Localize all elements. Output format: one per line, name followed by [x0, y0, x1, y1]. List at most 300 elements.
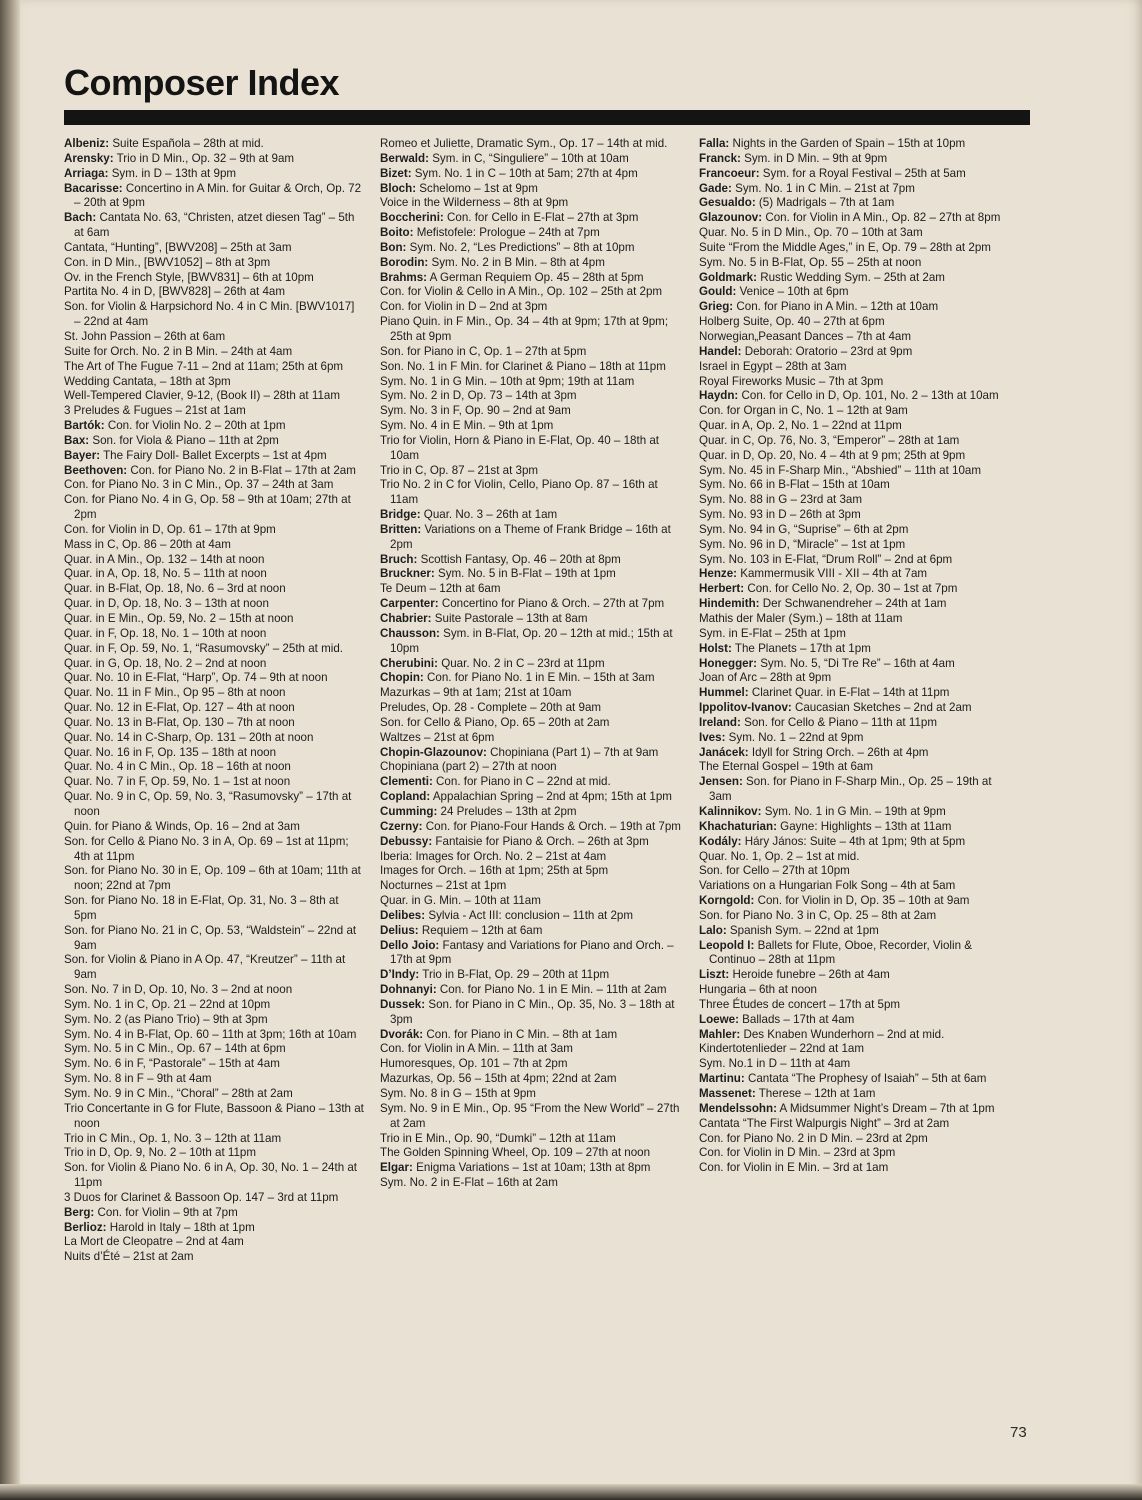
index-entry [64, 449, 364, 464]
index-entry [380, 671, 685, 686]
index-entry [64, 760, 364, 775]
composer-name: Ireland: [699, 715, 741, 729]
index-entry [380, 894, 685, 909]
composer-name: Bon: [380, 240, 407, 254]
composer-name: Clementi: [380, 775, 433, 789]
entry-text: Requiem – 12th at 6am [418, 923, 543, 937]
index-entry [64, 597, 364, 612]
entry-text: St. John Passion – 26th at 6am [64, 329, 226, 343]
index-entry [64, 523, 364, 538]
composer-name: Liszt: [699, 968, 730, 982]
index-entry [380, 775, 685, 790]
entry-text: Con. for Piano No. 3 in C Min., Op. 37 – 24th at 3am [64, 478, 334, 492]
entry-text: 3 Preludes & Fugues – 21st at 1am [64, 404, 246, 418]
index-entry [380, 182, 685, 197]
entry-text: Quar. No. 12 in E-Flat, Op. 127 – 4th at noon [64, 701, 295, 715]
composer-name: Herbert: [699, 582, 745, 596]
entry-text: Son. No. 1 in F Min. for Clarinet & Piano – 18th at 11pm [380, 359, 666, 373]
index-entry [380, 746, 685, 761]
entry-text: Ballads – 17th at 4am [738, 1012, 855, 1026]
entry-text: Ballets for Flute, Oboe, Recorder, Violin & Continuo – 28th at 11pm [709, 938, 972, 967]
index-entry [380, 241, 685, 256]
entry-text: Sym. No. 2 in B Min. – 8th at 4pm [428, 255, 605, 269]
composer-name: Cherubini: [380, 656, 438, 670]
entry-text: Trio in D, Op. 9, No. 2 – 10th at 11pm [64, 1146, 257, 1160]
entry-text: Con. for Piano No. 2 in D Min. – 23rd at 2pm [699, 1131, 928, 1145]
entry-text: Nuits d’Été – 21st at 2am [64, 1250, 194, 1264]
entry-text: Trio in D Min., Op. 32 – 9th at 9am [113, 151, 295, 165]
composer-name: Arriaga: [64, 166, 109, 180]
entry-text: Sym. in D Min. – 9th at 9pm [740, 151, 888, 165]
index-entry [64, 1161, 364, 1191]
index-entry [64, 285, 364, 300]
index-entry [64, 300, 364, 330]
index-entry [380, 167, 685, 182]
index-entry [380, 983, 685, 998]
index-entry [699, 1087, 1005, 1102]
index-column-1 [64, 137, 364, 1265]
composer-name: Gade: [699, 181, 732, 195]
index-entry [380, 1176, 685, 1191]
index-entry [380, 760, 685, 775]
entry-text: Con. for Violin – 9th at 7pm [94, 1205, 238, 1219]
entry-text: Appalachian Spring – 2nd at 4pm; 15th at 1pm [430, 790, 672, 804]
entry-text: Trio for Violin, Horn & Piano in E-Flat, Op. 40 – 18th at 10am [380, 433, 660, 462]
entry-text: Suite Española – 28th at mid. [109, 137, 264, 150]
index-entry [699, 894, 1005, 909]
index-entry [699, 746, 1005, 761]
index-entry [699, 612, 1005, 627]
composer-name: Kalinnikov: [699, 804, 762, 818]
entry-text: Piano Quin. in F Min., Op. 34 – 4th at 9pm; 17th at 9pm; 25th at 9pm [380, 315, 669, 343]
index-entry [64, 1221, 364, 1236]
index-entry [64, 835, 364, 865]
index-entry [380, 582, 685, 597]
index-entry [64, 671, 364, 686]
entry-text: Con. for Cello in E-Flat – 27th at 3pm [443, 211, 639, 225]
entry-text: Mazurkas, Op. 56 – 15th at 4pm; 22nd at 2am [380, 1072, 617, 1086]
index-entry [699, 835, 1005, 850]
entry-text: Sym. No. 2, “Les Predictions” – 8th at 10pm [406, 240, 635, 254]
entry-text: (5) Madrigals – 7th at 1am [755, 196, 895, 210]
index-entry [64, 1013, 364, 1028]
index-entry [64, 241, 364, 256]
index-entry [380, 375, 685, 390]
index-entry [380, 864, 685, 879]
index-entry [699, 998, 1005, 1013]
index-entry [380, 924, 685, 939]
entry-text: Sym. No. 6 in F, “Pastorale” – 15th at 4am [64, 1057, 280, 1071]
entry-text: Cantata “The Prophesy of Isaiah” – 5th at 6am [744, 1072, 987, 1086]
composer-name: Ippolitov-Ivanov: [699, 701, 792, 715]
composer-name: Chausson: [380, 626, 440, 640]
index-entry [699, 419, 1005, 434]
entry-text: Quar. No. 3 – 26th at 1am [420, 508, 558, 522]
composer-name: Chopin-Glazounov: [380, 745, 487, 759]
composer-name: Copland: [380, 790, 431, 804]
entry-text: Con. for Violin in D Min. – 23rd at 3pm [699, 1146, 896, 1160]
composer-name: Delius: [380, 923, 419, 937]
index-entry [699, 1072, 1005, 1087]
entry-text: Sym. No. 1 – 22nd at 9pm [725, 730, 864, 744]
index-entry [64, 864, 364, 894]
composer-name: D’Indy: [380, 968, 420, 982]
index-entry [380, 879, 685, 894]
entry-text: Sym. No. 2 in E-Flat – 16th at 2am [380, 1176, 558, 1190]
entry-text: Sym. No. 2 (as Piano Trio) – 9th at 3pm [64, 1012, 268, 1026]
entry-text: Son. for Piano No. 3 in C, Op. 25 – 8th at 2am [699, 908, 937, 922]
entry-text: Sym. for a Royal Festival – 25th at 5am [759, 166, 966, 180]
entry-text: Quar. in G, Op. 18, No. 2 – 2nd at noon [64, 656, 267, 670]
composer-name: Falla: [699, 137, 730, 150]
index-entry [64, 998, 364, 1013]
index-entry [699, 567, 1005, 582]
entry-text: Con. for Violin & Cello in A Min., Op. 102 – 25th at 2pm [380, 285, 663, 299]
index-entry [699, 686, 1005, 701]
composer-name: Bacarisse: [64, 181, 123, 195]
index-entry [380, 464, 685, 479]
index-entry [699, 360, 1005, 375]
index-entry [380, 1072, 685, 1087]
entry-text: Con. for Organ in C, No. 1 – 12th at 9am [699, 404, 908, 418]
entry-text: Quar. No. 13 in B-Flat, Op. 130 – 7th at noon [64, 715, 295, 729]
composer-name: Bridge: [380, 508, 421, 522]
entry-text: Sym. No. 1 in C – 10th at 5am; 27th at 4pm [411, 166, 638, 180]
entry-text: Heroide funebre – 26th at 4am [729, 968, 890, 982]
entry-text: Con. for Violin in D – 2nd at 3pm [380, 300, 548, 314]
index-entry [64, 1028, 364, 1043]
entry-text: Partita No. 4 in D, [BWV828] – 26th at 4am [64, 285, 286, 299]
entry-text: Quin. for Piano & Winds, Op. 16 – 2nd at 3am [64, 819, 300, 833]
entry-text: Con. for Piano in A Min. – 12th at 10am [733, 300, 939, 314]
index-column-3 [699, 137, 1005, 1176]
entry-text: Son. for Piano No. 21 in C, Op. 53, “Waldstein” – 22nd at 9am [64, 923, 357, 952]
entry-text: Well-Tempered Clavier, 9-12, (Book II) – 28th at 11am [64, 389, 341, 403]
entry-text: Variations on a Hungarian Folk Song – 4th at 5am [699, 879, 956, 893]
index-entry [699, 1117, 1005, 1132]
entry-text: Holberg Suite, Op. 40 – 27th at 6pm [699, 315, 885, 329]
index-entry [64, 256, 364, 271]
index-entry [64, 894, 364, 924]
index-entry [699, 1146, 1005, 1161]
index-entry [699, 137, 1005, 152]
index-entry [64, 434, 364, 449]
index-entry [699, 375, 1005, 390]
entry-text: Sym. No. 1 in G Min. – 10th at 9pm; 19th at 11am [380, 374, 635, 388]
index-entry [380, 271, 685, 286]
entry-text: Chopiniana (Part 1) – 7th at 9am [486, 745, 659, 759]
entry-text: Clarinet Quar. in E-Flat – 14th at 11pm [748, 686, 950, 700]
entry-text: Sym. No. 3 in F, Op. 90 – 2nd at 9am [380, 404, 571, 418]
index-entry [380, 657, 685, 672]
entry-text: Trio No. 2 in C for Violin, Cello, Piano Op. 87 – 16th at 11am [380, 478, 658, 507]
entry-text: Sym. No. 5 in B-Flat, Op. 55 – 25th at noon [699, 255, 922, 269]
entry-text: Suite Pastorale – 13th at 8am [431, 612, 588, 625]
composer-name: Korngold: [699, 894, 755, 908]
entry-text: Sym. No. 2 in D, Op. 73 – 14th at 3pm [380, 389, 577, 403]
entry-text: Gayne: Highlights – 13th at 11am [776, 819, 952, 833]
entry-text: Ov. in the French Style, [BWV831] – 6th at 10pm [64, 270, 314, 284]
index-entry [64, 360, 364, 375]
index-entry [699, 523, 1005, 538]
index-entry [380, 315, 685, 345]
entry-text: Concertino for Piano & Orch. – 27th at 7pm [438, 597, 665, 611]
index-entry [699, 1028, 1005, 1043]
index-entry [64, 582, 364, 597]
index-entry [380, 1161, 685, 1176]
index-entry [699, 939, 1005, 969]
entry-text: Cantata, “Hunting”, [BWV208] – 25th at 3am [64, 240, 292, 254]
entry-text: Mathis der Maler (Sym.) – 18th at 11am [699, 612, 903, 625]
index-entry [699, 1102, 1005, 1117]
index-entry [64, 642, 364, 657]
composer-name: Bach: [64, 211, 97, 225]
index-entry [699, 909, 1005, 924]
entry-text: Con. for Violin in A Min., Op. 82 – 27th at 8pm [762, 211, 1001, 225]
entry-text: Son. for Piano No. 30 in E, Op. 109 – 6th at 10am; 11th at noon; 22nd at 7pm [64, 864, 361, 893]
index-entry [64, 924, 364, 954]
index-entry [64, 820, 364, 835]
index-entry [380, 701, 685, 716]
composer-name: Loewe: [699, 1012, 739, 1026]
index-entry [380, 196, 685, 211]
index-column-2 [380, 137, 685, 1191]
index-entry [699, 389, 1005, 404]
entry-text: Son. for Piano No. 18 in E-Flat, Op. 31, No. 3 – 8th at 5pm [64, 894, 339, 922]
index-entry [380, 790, 685, 805]
index-entry [64, 612, 364, 627]
index-entry [699, 1161, 1005, 1176]
composer-name: Hindemith: [699, 597, 760, 611]
composer-name: Borodin: [380, 255, 429, 269]
entry-text: Kindertotenlieder – 22nd at 1am [699, 1042, 865, 1056]
index-entry [699, 1057, 1005, 1072]
index-entry [380, 434, 685, 464]
entry-text: Quar. No. 10 in E-Flat, “Harp”, Op. 74 – 9th at noon [64, 671, 328, 685]
index-entry [699, 1013, 1005, 1028]
entry-text: Sym. No. 4 in E Min. – 9th at 1pm [380, 419, 554, 433]
composer-name: Beethoven: [64, 463, 128, 477]
index-entry [380, 1057, 685, 1072]
entry-text: A Midsummer Night’s Dream – 7th at 1pm [776, 1101, 995, 1115]
index-entry [699, 241, 1005, 256]
entry-text: Sym. No. 96 in D, “Miracle” – 1st at 1pm [699, 537, 906, 551]
composer-name: Bartók: [64, 419, 105, 433]
entry-text: Romeo et Juliette, Dramatic Sym., Op. 17 – 14th at mid. [380, 137, 668, 150]
index-entry [64, 1087, 364, 1102]
index-entry [380, 1132, 685, 1147]
entry-text: Quar. No. 7 in F, Op. 59, No. 1 – 1st at noon [64, 775, 291, 789]
index-entry [699, 167, 1005, 182]
entry-text: Con. for Piano No. 2 in B-Flat – 17th at 2am [127, 463, 356, 477]
page-binding-shadow [0, 0, 20, 1500]
entry-text: Son. for Violin & Piano No. 6 in A, Op. 30, No. 1 – 24th at 11pm [64, 1161, 358, 1190]
composer-name: Ives: [699, 730, 726, 744]
entry-text: Fantasy and Variations for Piano and Orch. – 17th at 9pm [390, 938, 674, 967]
entry-text: Sym. No. 1 in C, Op. 21 – 22nd at 10pm [64, 997, 271, 1011]
entry-text: Son. for Cello & Piano, Op. 65 – 20th at 2am [380, 715, 610, 729]
index-entry [64, 1191, 364, 1206]
title-rule [64, 110, 1030, 125]
index-entry [699, 300, 1005, 315]
index-entry [64, 375, 364, 390]
index-entry [64, 389, 364, 404]
index-entry [380, 226, 685, 241]
index-entry [699, 850, 1005, 865]
entry-text: Fantaisie for Piano & Orch. – 26th at 3pm [432, 834, 649, 848]
entry-text: Sym. No. 45 in F-Sharp Min., “Abshied” – 11th at 10am [699, 463, 982, 477]
index-entry [699, 983, 1005, 998]
index-entry [64, 553, 364, 568]
composer-name: Chopin: [380, 671, 424, 685]
index-entry [699, 271, 1005, 286]
entry-text: Con. for Violin No. 2 – 20th at 1pm [104, 419, 286, 433]
entry-text: Sym. No. 103 in E-Flat, “Drum Roll” – 2nd at 6pm [699, 552, 953, 566]
composer-name: Franck: [699, 151, 741, 165]
entry-text: Rustic Wedding Sym. – 25th at 2am [756, 270, 945, 284]
composer-name: Carpenter: [380, 597, 439, 611]
index-entry [699, 805, 1005, 820]
index-entry [699, 345, 1005, 360]
entry-text: Humoresques, Op. 101 – 7th at 2pm [380, 1057, 568, 1071]
index-entry [380, 419, 685, 434]
index-entry [64, 345, 364, 360]
composer-name: Kodály: [699, 834, 742, 848]
index-entry [699, 760, 1005, 775]
entry-text: Wedding Cantata, – 18th at 3pm [64, 374, 231, 388]
entry-text: Con. for Piano-Four Hands & Orch. – 19th at 7pm [422, 819, 681, 833]
index-entry [64, 182, 364, 212]
entry-text: Quar. in B-Flat, Op. 18, No. 6 – 3rd at noon [64, 582, 286, 596]
entry-text: Harold in Italy – 18th at 1pm [106, 1220, 255, 1234]
index-entry [64, 538, 364, 553]
composer-name: Lalo: [699, 923, 727, 937]
entry-text: Quar. in A, Op. 2, No. 1 – 22nd at 11pm [699, 419, 902, 433]
entry-text: Quar. in D, Op. 18, No. 3 – 13th at noon [64, 597, 269, 611]
entry-text: Kammermusik VIII - XII – 4th at 7am [737, 567, 928, 581]
entry-text: Nocturnes – 21st at 1pm [380, 879, 507, 893]
composer-name: Mahler: [699, 1027, 741, 1041]
composer-name: Mendelssohn: [699, 1101, 777, 1115]
composer-name: Goldmark: [699, 270, 757, 284]
composer-name: Dohnanyi: [380, 983, 437, 997]
entry-text: Son. for Piano in F-Sharp Min., Op. 25 – 19th at 3am [709, 775, 992, 804]
composer-name: Khachaturian: [699, 819, 777, 833]
entry-text: Preludes, Op. 28 - Complete – 20th at 9am [380, 701, 602, 715]
entry-text: Son. for Piano in C, Op. 1 – 27th at 5pm [380, 344, 587, 358]
entry-text: Sym. No. 1 in C Min. – 21st at 7pm [731, 181, 915, 195]
entry-text: Son. for Cello & Piano – 11th at 11pm [740, 715, 938, 729]
index-entry [64, 775, 364, 790]
entry-text: Trio in E Min., Op. 90, “Dumki” – 12th at 11am [380, 1131, 616, 1145]
index-entry [64, 478, 364, 493]
index-entry [64, 790, 364, 820]
entry-text: Quar. in D, Op. 20, No. 4 – 4th at 9 pm; 25th at 9pm [699, 448, 966, 462]
composer-name: Dussek: [380, 997, 426, 1011]
index-entry [64, 167, 364, 182]
entry-text: Quar. in A Min., Op. 132 – 14th at noon [64, 552, 265, 566]
entry-text: Son. for Viola & Piano – 11th at 2pm [89, 433, 279, 447]
entry-text: Quar. No. 1, Op. 2 – 1st at mid. [699, 849, 860, 863]
composer-name: Francoeur: [699, 166, 760, 180]
index-entry [380, 508, 685, 523]
index-entry [699, 582, 1005, 597]
entry-text: Sym. No. 9 in E Min., Op. 95 “From the New World” – 27th at 2am [380, 1101, 680, 1130]
entry-text: Caucasian Sketches – 2nd at 2am [791, 701, 972, 715]
entry-text: Sym. in E-Flat – 25th at 1pm [699, 626, 846, 640]
entry-text: The Art of The Fugue 7-11 – 2nd at 11am; 25th at 6pm [64, 359, 344, 373]
composer-name: Boccherini: [380, 211, 444, 225]
entry-text: Quar. No. 5 in D Min., Op. 70 – 10th at 3am [699, 226, 923, 240]
index-entry [699, 657, 1005, 672]
entry-text: Hungaria – 6th at noon [699, 983, 817, 997]
index-entry [699, 256, 1005, 271]
entry-text: Con. for Cello No. 2, Op. 30 – 1st at 7pm [744, 582, 958, 596]
entry-text: Con. in D Min., [BWV1052] – 8th at 3pm [64, 255, 271, 269]
index-entry [380, 805, 685, 820]
entry-text: Variations on a Theme of Frank Bridge – 16th at 2pm [390, 522, 671, 551]
entry-text: Voice in the Wilderness – 8th at 9pm [380, 196, 569, 210]
entry-text: Son. for Cello & Piano No. 3 in A, Op. 69 – 1st at 11pm; 4th at 11pm [64, 834, 349, 863]
index-entry [64, 701, 364, 716]
composer-name: Arensky: [64, 151, 114, 165]
page-title: Composer Index [64, 62, 340, 103]
entry-text: Deborah: Oratorio – 23rd at 9pm [741, 344, 913, 358]
entry-text: Trio in B-Flat, Op. 29 – 20th at 11pm [419, 968, 610, 982]
index-entry [64, 1146, 364, 1161]
index-entry [699, 315, 1005, 330]
entry-text: Sym. No. 5, “Di Tre Re” – 16th at 4am [756, 656, 955, 670]
composer-name: Jensen: [699, 775, 743, 789]
index-entry [380, 567, 685, 582]
entry-text: 3 Duos for Clarinet & Bassoon Op. 147 – 3rd at 11pm [64, 1190, 339, 1204]
entry-text: Cantata No. 63, “Christen, atzet diesen Tag” – 5th at 6am [74, 211, 355, 240]
index-entry [64, 1072, 364, 1087]
index-entry [380, 256, 685, 271]
entry-text: Waltzes – 21st at 6pm [380, 730, 495, 744]
index-entry [380, 345, 685, 360]
index-entry [64, 464, 364, 479]
entry-text: Con. for Violin in A Min. – 11th at 3am [380, 1042, 573, 1056]
index-entry [64, 1206, 364, 1221]
index-entry [64, 1132, 364, 1147]
index-entry [380, 850, 685, 865]
index-entry [380, 597, 685, 612]
composer-name: Boito: [380, 226, 414, 240]
entry-text: Con. for Piano No. 1 in E Min. – 11th at 2am [436, 983, 667, 997]
entry-text: Sylvia - Act III: conclusion – 11th at 2pm [425, 908, 634, 922]
composer-name: Albeniz: [64, 137, 110, 150]
composer-name: Berwald: [380, 151, 429, 165]
composer-name: Handel: [699, 344, 742, 358]
entry-text: Son. for Piano in C Min., Op. 35, No. 3 – 18th at 3pm [390, 997, 675, 1026]
entry-text: Son. for Cello – 27th at 10pm [699, 864, 850, 878]
entry-text: Images for Orch. – 16th at 1pm; 25th at 5pm [380, 864, 609, 878]
composer-name: Bruch: [380, 552, 418, 566]
index-entry [64, 1250, 364, 1265]
index-entry [699, 627, 1005, 642]
entry-text: Concertino in A Min. for Guitar & Orch, Op. 72 – 20th at 9pm [74, 181, 362, 210]
index-entry [64, 953, 364, 983]
entry-text: Son. for Violin & Harpsichord No. 4 in C Min. [BWV1017] – 22nd at 4am [64, 300, 355, 329]
index-entry [380, 300, 685, 315]
index-entry [64, 627, 364, 642]
index-entry [380, 998, 685, 1028]
composer-name: Brahms: [380, 270, 428, 284]
entry-text: Sym. No. 1 in G Min. – 19th at 9pm [761, 804, 946, 818]
entry-text: Norwegian„Peasant Dances – 7th at 4am [699, 329, 912, 343]
index-entry [699, 449, 1005, 464]
